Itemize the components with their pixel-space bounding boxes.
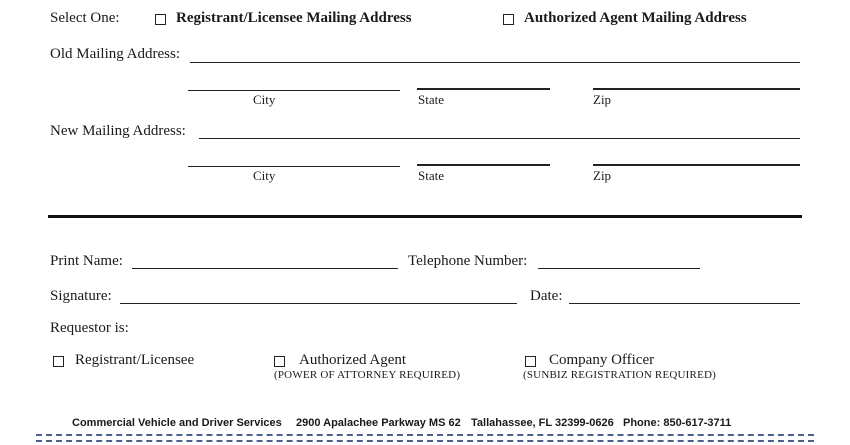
company-officer-option-label: Company Officer <box>549 352 655 368</box>
agent-mailing-checkbox[interactable] <box>503 14 514 25</box>
new-city-caption: City <box>253 168 276 183</box>
footer-phone: Phone: 850-617-3711 <box>623 417 732 429</box>
new-state-caption: State <box>418 168 444 183</box>
registrant-checkbox[interactable] <box>53 356 64 367</box>
company-officer-note: (SUNBIZ REGISTRATION REQUIRED) <box>523 369 716 381</box>
new-zip-field[interactable] <box>593 164 800 166</box>
old-city-field[interactable] <box>188 90 400 91</box>
print-name-field[interactable] <box>132 268 398 269</box>
footer-dashed-rule-bottom <box>36 440 814 442</box>
new-zip-caption: Zip <box>593 168 612 183</box>
old-city-caption: City <box>253 92 276 107</box>
registrant-option-label: Registrant/Licensee <box>75 352 195 368</box>
authorized-agent-option-label: Authorized Agent <box>299 352 407 368</box>
signature-label: Signature: <box>50 288 112 304</box>
old-zip-field[interactable] <box>593 88 800 90</box>
footer-dashed-rule-top <box>36 434 814 436</box>
authorized-agent-checkbox[interactable] <box>274 356 285 367</box>
date-field[interactable] <box>569 303 800 304</box>
telephone-field[interactable] <box>538 268 700 269</box>
company-officer-checkbox[interactable] <box>525 356 536 367</box>
old-state-field[interactable] <box>417 88 550 90</box>
footer-org: Commercial Vehicle and Driver Services <box>72 417 282 429</box>
old-address-label: Old Mailing Address: <box>50 46 180 62</box>
old-address-field[interactable] <box>190 62 800 63</box>
old-state-caption: State <box>418 92 444 107</box>
section-divider <box>48 215 802 218</box>
date-label: Date: <box>530 288 563 304</box>
footer-city: Tallahassee, FL 32399-0626 <box>471 417 614 429</box>
authorized-agent-note: (POWER OF ATTORNEY REQUIRED) <box>274 369 461 381</box>
print-name-label: Print Name: <box>50 253 123 269</box>
telephone-label: Telephone Number: <box>408 253 528 269</box>
registrant-mailing-label: Registrant/Licensee Mailing Address <box>176 10 412 26</box>
new-city-field[interactable] <box>188 166 400 167</box>
agent-mailing-label: Authorized Agent Mailing Address <box>524 10 747 26</box>
select-one-label: Select One: <box>50 10 120 26</box>
requestor-label: Requestor is: <box>50 320 129 336</box>
old-zip-caption: Zip <box>593 92 612 107</box>
new-state-field[interactable] <box>417 164 550 166</box>
footer-street: 2900 Apalachee Parkway MS 62 <box>296 417 461 429</box>
registrant-mailing-checkbox[interactable] <box>155 14 166 25</box>
new-address-label: New Mailing Address: <box>50 123 186 139</box>
new-address-field[interactable] <box>199 138 800 139</box>
signature-field[interactable] <box>120 303 517 304</box>
